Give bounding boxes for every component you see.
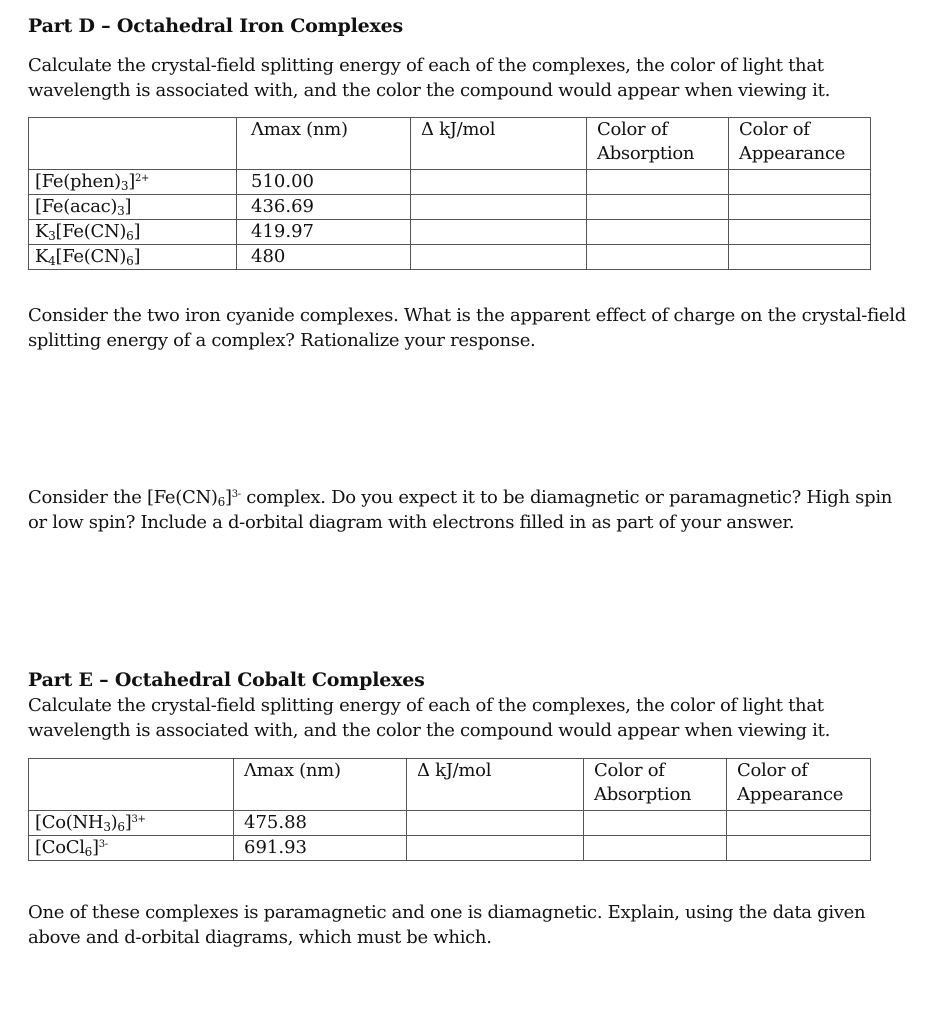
lambda-cell: 510.00 — [237, 170, 411, 195]
lambda-cell: 475.88 — [234, 811, 407, 836]
table-row — [29, 220, 871, 245]
table-row — [29, 245, 871, 270]
header-color-appearance: Color of Appearance — [727, 759, 871, 811]
header-color-appearance: Color of Appearance — [729, 118, 871, 170]
complex-cell: [CoCl$_6$]$^{3-}$ — [29, 836, 234, 861]
absorption-cell[interactable] — [587, 195, 729, 220]
delta-cell[interactable] — [407, 836, 584, 861]
lambda-cell: 480 — [237, 245, 411, 270]
delta-cell[interactable] — [411, 245, 587, 270]
appearance-cell[interactable] — [727, 811, 871, 836]
header-delta: Δ kJ/mol — [407, 759, 584, 811]
part-e-heading: Part E – Octahedral Cobalt Complexes — [28, 669, 425, 691]
part-d-question-magnetism: Consider the $[Fe(CN)_6]^{3-}$ complex. Do you expect it to be diamagnetic or paramagnetic? High spin or low spin? Include a d-orbital diagram with electrons filled in as part of your answer. — [28, 487, 893, 533]
delta-cell[interactable] — [411, 195, 587, 220]
absorption-cell[interactable] — [584, 811, 727, 836]
complex-cell: $[Fe(phen)_3]^{2+}$ — [29, 170, 237, 195]
part-d-question-charge: Consider the two iron cyanide complexes. What is the apparent effect of charge on the crystal-field splitting energy of a complex? Rationalize your response. — [28, 305, 906, 351]
header-delta: Δ kJ/mol — [411, 118, 587, 170]
appearance-cell[interactable] — [729, 195, 871, 220]
absorption-cell[interactable] — [587, 170, 729, 195]
header-lambda-max: Λmax (nm) — [237, 118, 411, 170]
lambda-cell: 691.93 — [234, 836, 407, 861]
appearance-cell[interactable] — [727, 836, 871, 861]
delta-cell[interactable] — [411, 170, 587, 195]
appearance-cell[interactable] — [729, 170, 871, 195]
header-color-absorption: Color of Absorption — [584, 759, 727, 811]
part-e-question-magnetism: One of these complexes is paramagnetic and one is diamagnetic. Explain, using the data given above and d-orbital diagrams, which must be which. — [28, 902, 866, 948]
complex-cell: $K_4[Fe(CN)_6]$ — [29, 245, 237, 270]
lambda-cell: 436.69 — [237, 195, 411, 220]
lambda-cell: 419.97 — [237, 220, 411, 245]
absorption-cell[interactable] — [587, 220, 729, 245]
part-d-table — [28, 117, 871, 270]
absorption-cell[interactable] — [584, 836, 727, 861]
header-lambda-max: Λmax (nm) — [234, 759, 407, 811]
header-blank — [29, 759, 234, 811]
table-header-row — [29, 118, 871, 170]
table-row — [29, 195, 871, 220]
complex-cell: $[Co(NH_3)_6]^{3+}$ — [29, 811, 234, 836]
header-blank — [29, 118, 237, 170]
table-row — [29, 170, 871, 195]
delta-cell[interactable] — [407, 811, 584, 836]
complex-cell: $[Fe(acac)_3]$ — [29, 195, 237, 220]
part-e-table — [28, 758, 871, 861]
absorption-cell[interactable] — [587, 245, 729, 270]
table-header-row — [29, 759, 871, 811]
appearance-cell[interactable] — [729, 220, 871, 245]
table-row — [29, 836, 871, 861]
appearance-cell[interactable] — [729, 245, 871, 270]
header-color-absorption: Color of Absorption — [587, 118, 729, 170]
table-row — [29, 811, 871, 836]
delta-cell[interactable] — [411, 220, 587, 245]
part-e-intro: Calculate the crystal-field splitting energy of each of the complexes, the color of light that wavelength is associated with, and the color the compound would appear when viewing it. — [28, 695, 830, 741]
complex-cell: $K_3[Fe(CN)_6]$ — [29, 220, 237, 245]
part-d-intro: Calculate the crystal-field splitting energy of each of the complexes, the color of light that wavelength is associated with, and the color the compound would appear when viewing it. — [28, 55, 830, 101]
part-d-heading: Part D – Octahedral Iron Complexes — [28, 15, 404, 37]
